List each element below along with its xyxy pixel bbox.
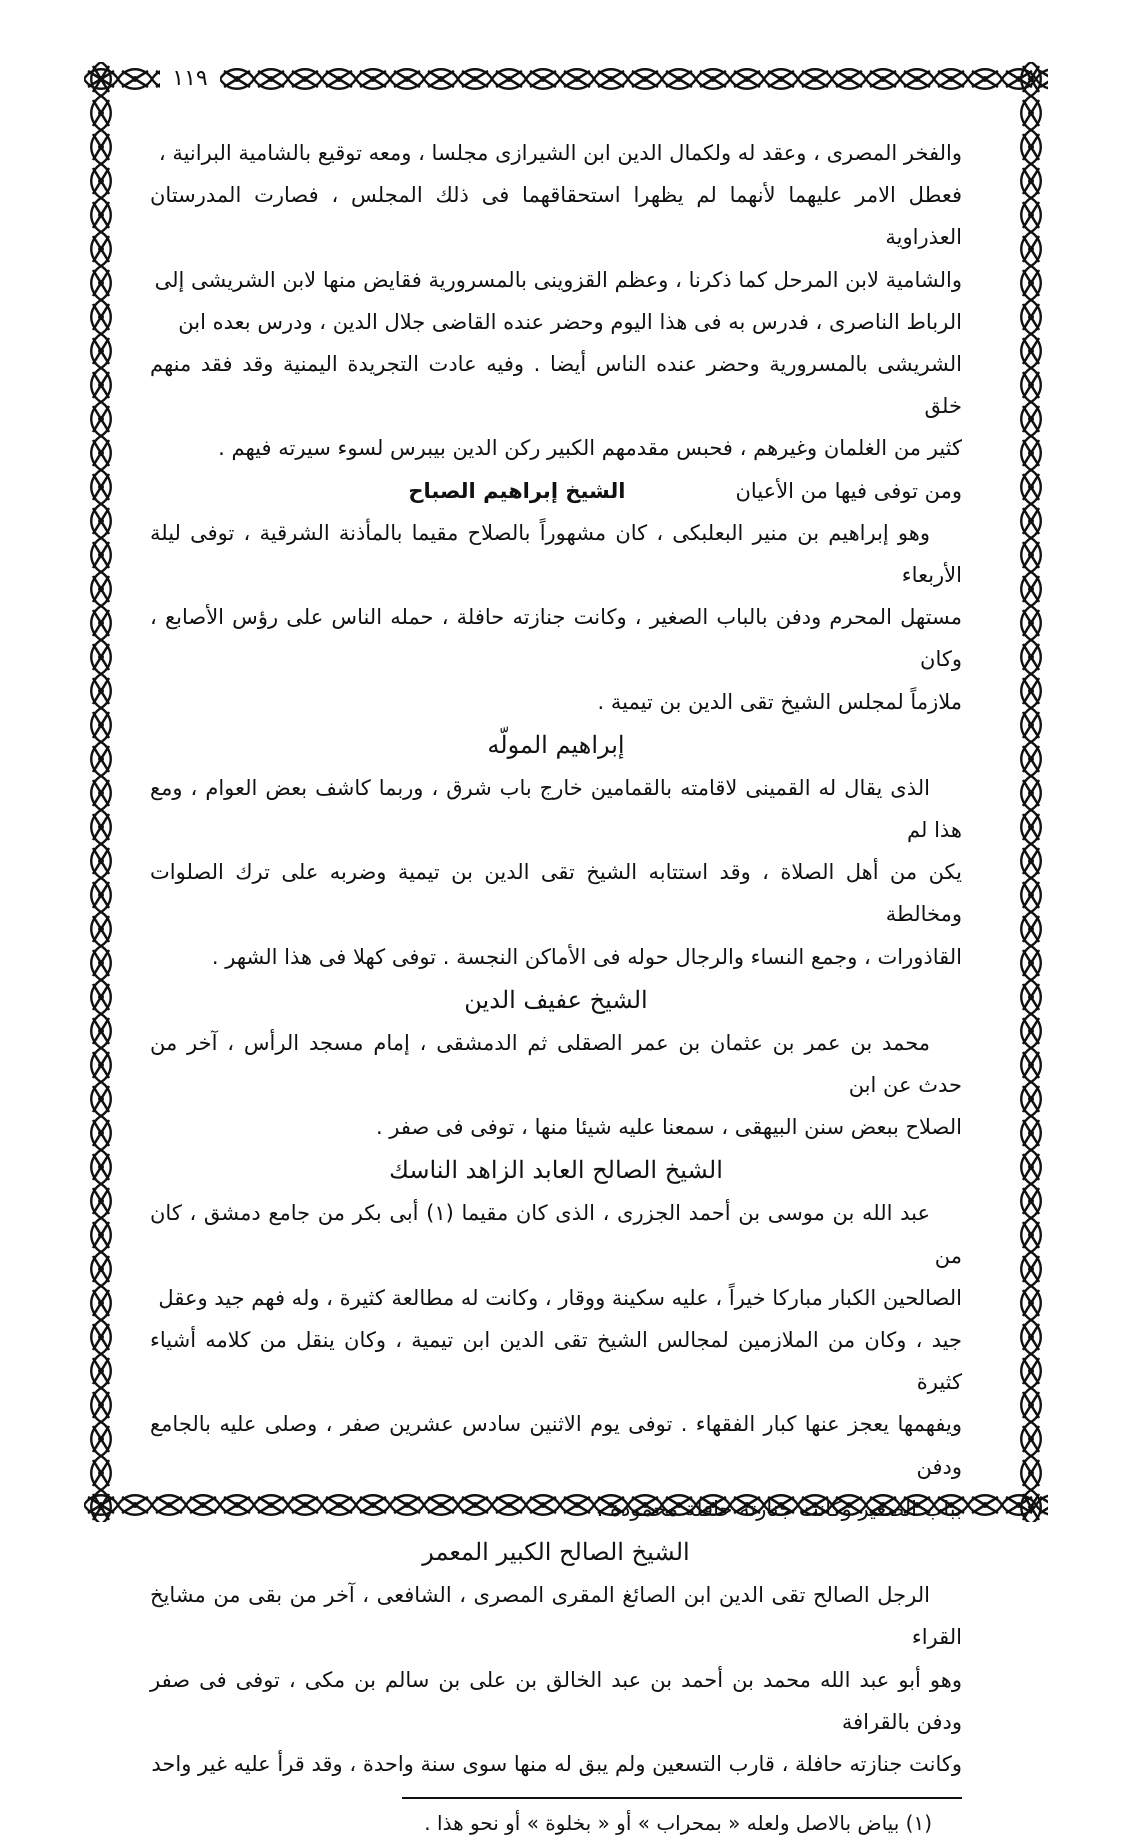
- text-line: عبد الله بن موسى بن أحمد الجزرى ، الذى كان مقيما (١) أبى بكر من جامع دمشق ، كان من: [150, 1201, 962, 1268]
- rope-chain-border-icon: [1014, 62, 1048, 1522]
- text-line: ملازماً لمجلس الشيخ تقى الدين بن تيمية .: [597, 689, 962, 714]
- entry-title: الشيخ عفيف الدين: [464, 985, 648, 1014]
- text-line: فعطل الامر عليهما لأنهما لم يظهرا استحقاقهما فى ذلك المجلس ، فصارت المدرستان العذراوية: [150, 183, 962, 250]
- text-line: الذى يقال له القمينى لاقامته بالقمامين خارج باب شرق ، وربما كاشف بعض العوام ، ومع هذا لم: [150, 775, 962, 843]
- entry-body: [150, 1022, 962, 1149]
- entry-title: إبراهيم المولّه: [487, 730, 625, 759]
- notables-heading-line: [150, 470, 962, 512]
- text-line: وهو أبو عبد الله محمد بن أحمد بن عبد الخالق بن على بن سالم بن مكى ، توفى فى صفر ودفن بالقرافة: [150, 1667, 962, 1734]
- entry-body: [150, 512, 962, 723]
- text-line: الصلاح ببعض سنن البيهقى ، سمعنا عليه شيئا منها ، توفى فى صفر .: [375, 1115, 962, 1140]
- opening-paragraph: [150, 132, 962, 470]
- entry-title: الشيخ الصالح الكبير المعمر: [422, 1538, 690, 1567]
- page-body: [150, 132, 962, 1841]
- text-line: القاذورات ، وجمع النساء والرجال حوله فى الأماكن النجسة . توفى كهلا فى هذا الشهر .: [211, 944, 962, 969]
- notables-intro: ومن توفى فيها من الأعيان: [735, 478, 962, 503]
- entry-body: [150, 767, 962, 978]
- entry-body: [150, 1192, 962, 1530]
- entry-body: [150, 1574, 962, 1785]
- text-line: يكن من أهل الصلاة ، وقد استتابه الشيخ تقى الدين بن تيمية وضربه على ترك الصلوات ومخالطة: [150, 860, 962, 927]
- text-line: الشريشى بالمسرورية وحضر عنده الناس أيضا . وفيه عادت التجريدة اليمنية وقد فقد منهم خلق: [150, 352, 962, 419]
- text-line: الصالحين الكبار مباركا خيراً ، عليه سكينة ووقار ، وكانت له مطالعة كثيرة ، وله فهم جيد وعقل: [158, 1285, 962, 1310]
- footnote: (١) بياض بالاصل ولعله « بمحراب » أو « بخلوة » أو نحو هذا .: [424, 1811, 932, 1836]
- entry-title: الشيخ الصالح العابد الزاهد الناسك: [389, 1156, 723, 1185]
- text-line: وكانت جنازته حافلة ، قارب التسعين ولم يبق له منها سوى سنة واحدة ، وقد قرأ عليه غير واحد: [151, 1751, 962, 1776]
- rope-chain-border-icon: [84, 62, 1048, 96]
- text-line: ويفهمها يعجز عنها كبار الفقهاء . توفى يوم الاثنين سادس عشرين صفر ، وصلى عليه بالجامع ودفن: [150, 1412, 962, 1479]
- text-line: والشامية لابن المرحل كما ذكرنا ، وعظم القزوينى بالمسرورية فقايض منها لابن الشريشى إلى: [154, 267, 962, 292]
- footnote-divider: [402, 1797, 962, 1799]
- text-line: الرجل الصالح تقى الدين ابن الصائغ المقرى المصرى ، الشافعى ، آخر من بقى من مشايخ القراء: [150, 1583, 962, 1650]
- text-line: محمد بن عمر بن عثمان بن عمر الصقلى ثم الدمشقى ، إمام مسجد الرأس ، آخر من حدث عن ابن: [150, 1030, 962, 1098]
- text-line: مستهل المحرم ودفن بالباب الصغير ، وكانت جنازته حافلة ، حمله الناس على رؤس الأصابع ، وكان: [150, 605, 962, 672]
- text-line: وهو إبراهيم بن منير البعلبكى ، كان مشهوراً بالصلاح مقيما بالمأذنة الشرقية ، توفى ليلة الأربعاء: [150, 520, 962, 588]
- border-right: [1014, 62, 1048, 1522]
- text-line: كثير من الغلمان وغيرهم ، فحبس مقدمهم الكبير ركن الدين بيبرس لسوء سيرته فيهم .: [218, 436, 962, 461]
- text-line: بباب الصغير وكانت جنازته حافلة محمودة .: [596, 1496, 962, 1521]
- border-left: [84, 62, 118, 1522]
- page-number: ١١٩: [160, 64, 220, 94]
- text-line: جيد ، وكان من الملازمين لمجالس الشيخ تقى الدين ابن تيمية ، وكان ينقل من كلامه أشياء كثيرة: [150, 1328, 962, 1395]
- entry-title: الشيخ إبراهيم الصباح: [408, 478, 626, 503]
- text-line: الرباط الناصرى ، فدرس به فى هذا اليوم وحضر عنده القاضى جلال الدين ، ودرس بعده ابن: [178, 309, 962, 334]
- rope-chain-border-icon: [84, 62, 118, 1522]
- text-line: والفخر المصرى ، وعقد له ولكمال الدين ابن الشيرازى مجلسا ، ومعه توقيع بالشامية البرانية ،: [158, 141, 962, 165]
- border-top: [84, 62, 1048, 96]
